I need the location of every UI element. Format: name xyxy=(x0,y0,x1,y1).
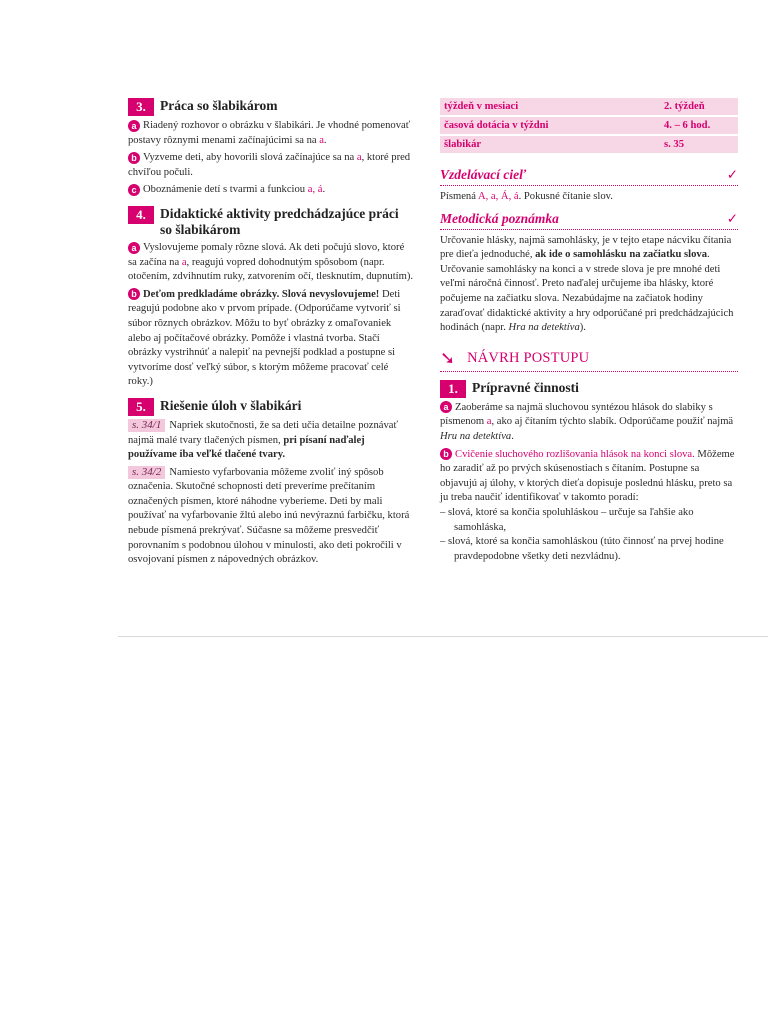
task-34-1: s. 34/1 Napriek skutočnosti, že sa deti učia detailne poznávať najmä malé tvary tlačených písmen, pri písaní naďalej používame iba veľké tlačené tvary. xyxy=(128,418,399,461)
task-34-2: s. 34/2 Namiesto vyfarbovania môžeme zvoliť iný spôsob označenia. Skutočné schopnosti detí preveríme prečítaním označených písmen, ktoré náhodne vyberieme. Deti by mali používať na vyfarbovanie žltú alebo inú nevýraznú farbičku, ktorá nebude písmená prekrývať. Súčasne sa môžeme presvedčiť porovnaním s podobnou úlohou v minulosti, ako deti pokročili v osvojovaní písmen z nápovedných obrázkov. xyxy=(128,465,410,566)
item-b: b Deťom predkladáme obrázky. Slová nevyslovujeme! Deti reagujú podobne ako v prvom prípade. (Odporúčame vytvoriť si súbor rôznych obrázkov. Môžu to byť obrázky z omaľovaniek alebo aj počítačové obrázky. Pomôže i vlastná tvorba. Stačí obrázky vystrihnúť a nalepiť na pevnejší podklad a postupne si vytvoríme dosť veľký súbor, s ktorým môžeme pracovať celé roky.) xyxy=(128,288,401,388)
badge-b-icon: b xyxy=(128,152,140,164)
right-column xyxy=(440,90,738,564)
section-3-header xyxy=(128,98,413,116)
table-row: časová dotácia v týždni 4. – 6 hod. xyxy=(440,116,738,135)
page-reference: s. 34/1 xyxy=(128,419,165,432)
badge-a-icon: a xyxy=(440,401,452,413)
badge-a-icon: a xyxy=(128,120,140,132)
goal-text: Písmená A, a, Á, á. Pokusné čítanie slov. xyxy=(440,191,613,202)
section-1-header xyxy=(440,380,738,398)
item-a: a Vyslovujeme pomaly rôzne slová. Ak deti počujú slovo, ktoré sa začína na a, reagujú vopred dohodnutým spôsobom (napr. otočením, zdvihnutím ruky, zatvorením očí, tlesknutím, dupnutím). xyxy=(128,241,414,283)
item-a: a Riadený rozhovor o obrázku v šlabikári. Je vhodné pomenovať postavy rôznymi menami začínajúcimi sa na a. xyxy=(128,120,411,146)
list-item: – slová, ktoré sa končia samohláskou (túto činnosť na prvej hodine pravdepodobne všetky deti nezvládnu). xyxy=(440,536,724,562)
left-column xyxy=(128,90,413,568)
table-row: šlabikár s. 35 xyxy=(440,135,738,154)
badge-a-icon: a xyxy=(128,242,140,254)
section-5-header xyxy=(128,398,413,416)
workbook-page xyxy=(118,90,738,636)
item-c: c Oboznámenie detí s tvarmi a funkciou a, á. xyxy=(128,183,413,198)
order-list xyxy=(440,506,738,564)
table-row: týždeň v mesiaci 2. týždeň xyxy=(440,98,738,116)
section-title: Prípravné činnosti xyxy=(472,379,579,395)
page-reference: s. 34/2 xyxy=(128,466,165,479)
section-number: 4. xyxy=(128,206,154,224)
section-title: Riešenie úloh v šlabikári xyxy=(160,397,302,413)
checkmark-icon: ✓ xyxy=(726,210,738,227)
section-4-header xyxy=(128,206,413,238)
section-number: 3. xyxy=(128,98,154,116)
list-item: – slová, ktoré sa končia spoluhláskou – určuje sa ľahšie ako samohláska, xyxy=(440,506,694,533)
item-b: b Cvičenie sluchového rozlišovania hlások na konci slova. Môžeme ho zaradiť až po prvých skúsenostiach s čítaním. Postupne sa objavujú aj úlohy, v ktorých dieťa dopisuje poslednú hlásku, preto sa ju treba naučiť identifikovať v takomto poradí: xyxy=(440,448,735,504)
note-heading: Metodická poznámka ✓ xyxy=(440,209,738,230)
section-title: Práca so šlabikárom xyxy=(160,98,278,113)
checkmark-icon: ✓ xyxy=(726,167,738,183)
procedure-heading: ➘ NÁVRH POSTUPU xyxy=(440,348,738,372)
page-bottom-rule xyxy=(118,636,768,637)
section-number: 5. xyxy=(128,398,154,416)
item-a: a Zaoberáme sa najmä sluchovou syntézou hlások do slabiky s písmenom a, ako aj čítaním týchto slabík. Odporúčame použiť najmä Hru na detektíva. xyxy=(440,401,734,442)
badge-b-icon: b xyxy=(440,448,452,460)
arrow-icon: ➘ xyxy=(440,347,456,369)
info-table xyxy=(440,98,738,155)
item-b: b Vyzveme deti, aby hovorili slová začínajúce sa na a, ktoré pred chvíľou počuli. xyxy=(128,152,411,178)
section-title: Didaktické aktivity predchádzajúce práci so šlabikárom xyxy=(160,205,399,237)
badge-c-icon: c xyxy=(128,184,140,196)
goal-heading: Vzdelávací cieľ ✓ xyxy=(440,165,738,186)
note-text: Určovanie hlásky, najmä samohlásky, je v tejto etape nácviku čítania pre dieťa jednoduché, ak ide o samohlásku na začiatku slova. Určovanie samohlásky na konci a v strede slova je pre mnohé deti veľmi náročná činnosť. Preto naďalej určujeme iba hlásky, ktoré počujeme na začiatku slova. Nezabúdajme na začiatok hodiny zaraďovať didaktické aktivity a hry odporúčané pri predchádzajúcich hodinách (napr. Hra na detektíva). xyxy=(440,234,734,334)
section-number: 1. xyxy=(440,380,466,398)
badge-b-icon: b xyxy=(128,288,140,300)
